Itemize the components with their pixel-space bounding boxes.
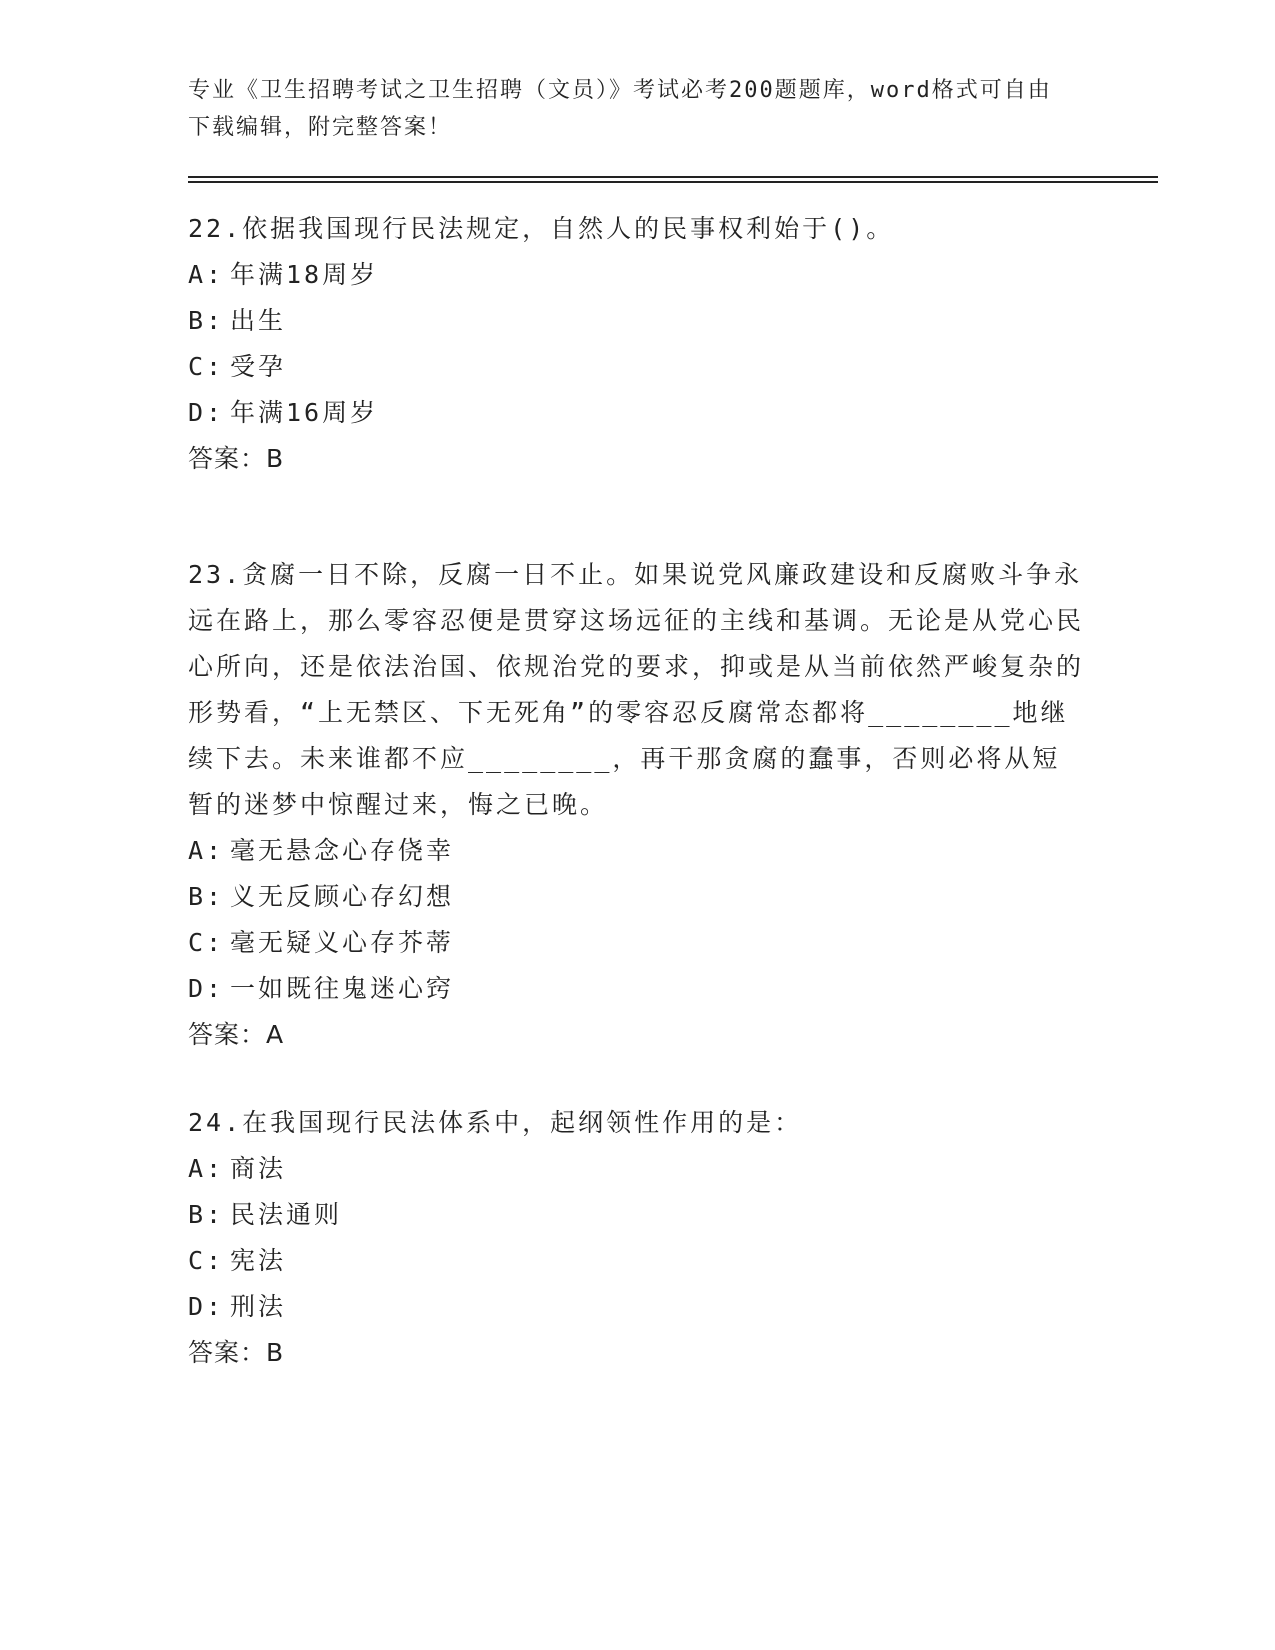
answer-line: 答案：B: [188, 444, 285, 473]
option-text: 出生: [230, 306, 287, 335]
option-c: [188, 1238, 1088, 1284]
option-text: 宪法: [230, 1246, 287, 1275]
option-text: 受孕: [230, 352, 287, 381]
option-label: B:: [188, 882, 225, 911]
option-label: A:: [188, 1154, 225, 1183]
answer-line: 答案：A: [188, 1020, 285, 1049]
option-label: A:: [188, 836, 225, 865]
question-22: [188, 206, 1088, 482]
option-b: [188, 1192, 1088, 1238]
question-24: [188, 1100, 1088, 1376]
option-label: A:: [188, 260, 225, 289]
option-label: C:: [188, 1246, 225, 1275]
option-a: [188, 1146, 1088, 1192]
option-c: [188, 344, 1088, 390]
option-text: 义无反顾心存幻想: [230, 882, 455, 911]
option-a: [188, 252, 1088, 298]
option-b: [188, 298, 1088, 344]
option-text: 年满18周岁: [230, 260, 379, 289]
option-text: 毫无悬念心存侥幸: [230, 836, 455, 865]
option-c: [188, 920, 1088, 966]
option-text: 民法通则: [230, 1200, 343, 1229]
header-divider-top: [188, 176, 1158, 178]
option-d: [188, 966, 1088, 1012]
header-divider-bottom: [188, 181, 1158, 183]
option-text: 商法: [230, 1154, 287, 1183]
option-label: B:: [188, 306, 225, 335]
option-text: 刑法: [230, 1292, 287, 1321]
option-label: D:: [188, 398, 225, 427]
option-d: [188, 1284, 1088, 1330]
option-label: C:: [188, 352, 225, 381]
question-stem: 22.依据我国现行民法规定，自然人的民事权利始于()。: [188, 214, 895, 243]
option-label: C:: [188, 928, 225, 957]
option-b: [188, 874, 1088, 920]
option-label: B:: [188, 1200, 225, 1229]
option-label: D:: [188, 974, 225, 1003]
option-a: [188, 828, 1088, 874]
option-text: 一如既往鬼迷心窍: [230, 974, 455, 1003]
option-text: 毫无疑义心存芥蒂: [230, 928, 455, 957]
question-23: [188, 552, 1088, 1058]
option-text: 年满16周岁: [230, 398, 379, 427]
document-header: 专业《卫生招聘考试之卫生招聘（文员）》考试必考200题题库，word格式可自由下载编辑，附完整答案！: [188, 78, 1052, 140]
question-stem: 23.贪腐一日不除，反腐一日不止。如果说党风廉政建设和反腐败斗争永远在路上，那么零容忍便是贯穿这场远征的主线和基调。无论是从党心民心所向，还是依法治国、依规治党的要求，抑或是从当前依然严峻复杂的形势看，“上无禁区、下无死角”的零容忍反腐常态都将________地继续下去。未来谁都不应________，再干那贪腐的蠢事，否则必将从短暂的迷梦中惊醒过来，悔之已晚。: [188, 560, 1085, 819]
option-label: D:: [188, 1292, 225, 1321]
answer-line: 答案：B: [188, 1338, 285, 1367]
option-d: [188, 390, 1088, 436]
question-stem: 24.在我国现行民法体系中，起纲领性作用的是：: [188, 1108, 803, 1137]
